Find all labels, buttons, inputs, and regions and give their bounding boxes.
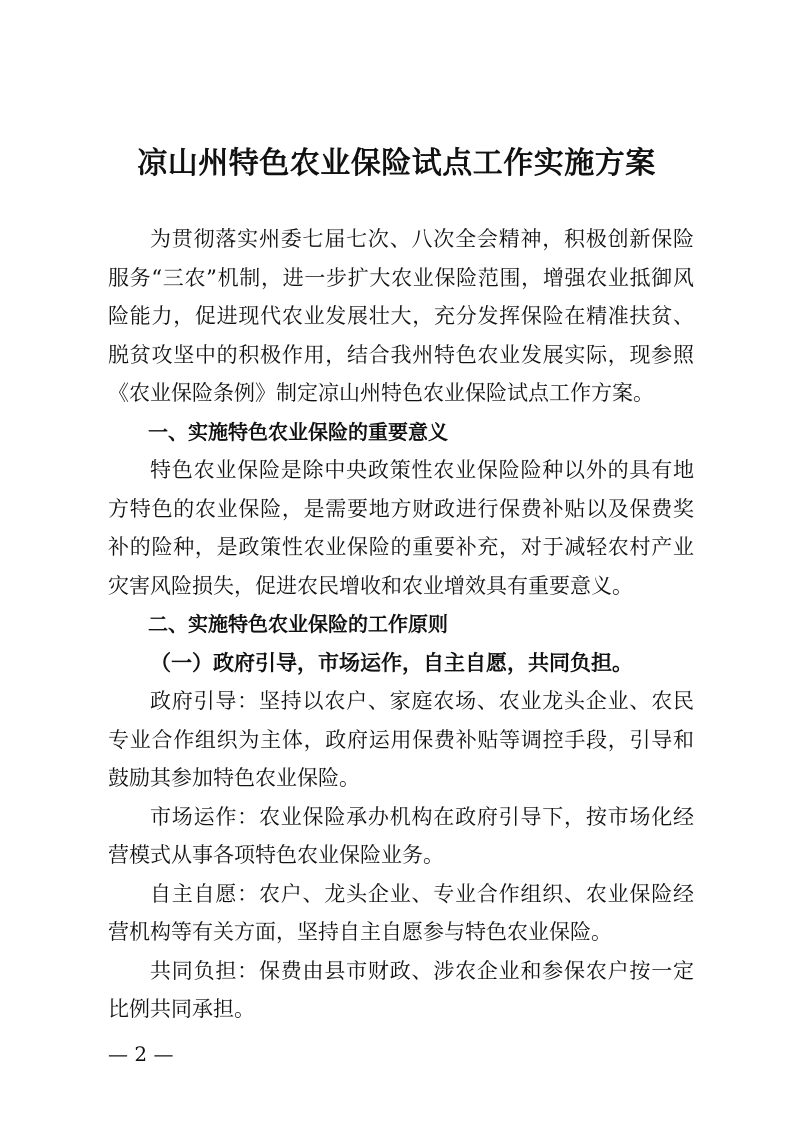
subsection-heading-principle-one: （一）政府引导，市场运作，自主自愿，共同负担。 [150, 649, 633, 675]
market-operation-paragraph: 市场运作：农业保险承办机构在政府引导下，按市场化经营模式从事各项特色农业保险业务。 [108, 804, 694, 867]
section-heading-significance: 一、实施特色农业保险的重要意义 [148, 419, 448, 444]
government-guidance-paragraph: 政府引导：坚持以农户、家庭农场、农业龙头企业、农民专业合作组织为主体，政府运用保费补贴等调控手段，引导和鼓励其参加特色农业保险。 [108, 689, 694, 790]
intro-paragraph: 为贯彻落实州委七届七次、八次全会精神，积极创新保险服务“三农”机制，进一步扩大农业保险范围，增强农业抵御风险能力，促进现代农业发展壮大，充分发挥保险在精准扶贫、脱贫攻坚中的积极作用，结合我州特色农业发展实际，现参照《农业保险条例》制定凉山州特色农业保险试点工作方案。 [108, 227, 694, 405]
document-title: 凉山州特色农业保险试点工作实施方案 [137, 146, 656, 181]
document-body [108, 220, 694, 1029]
significance-paragraph: 特色农业保险是除中央政策性农业保险险种以外的具有地方特色的农业保险，是需要地方财政进行保费补贴以及保费奖补的险种，是政策性农业保险的重要补充，对于减轻农村产业灾害风险损失，促进农民增收和农业增效具有重要意义。 [108, 458, 694, 598]
shared-burden-paragraph: 共同负担：保费由县市财政、涉农企业和参保农户按一定比例共同承担。 [108, 958, 694, 1021]
voluntary-paragraph: 自主自愿：农户、龙头企业、专业合作组织、农业保险经营机构等有关方面，坚持自主自愿参与特色农业保险。 [108, 881, 694, 944]
section-heading-principles: 二、实施特色农业保险的工作原则 [148, 612, 448, 636]
page-number: — 2 — [108, 1042, 174, 1066]
